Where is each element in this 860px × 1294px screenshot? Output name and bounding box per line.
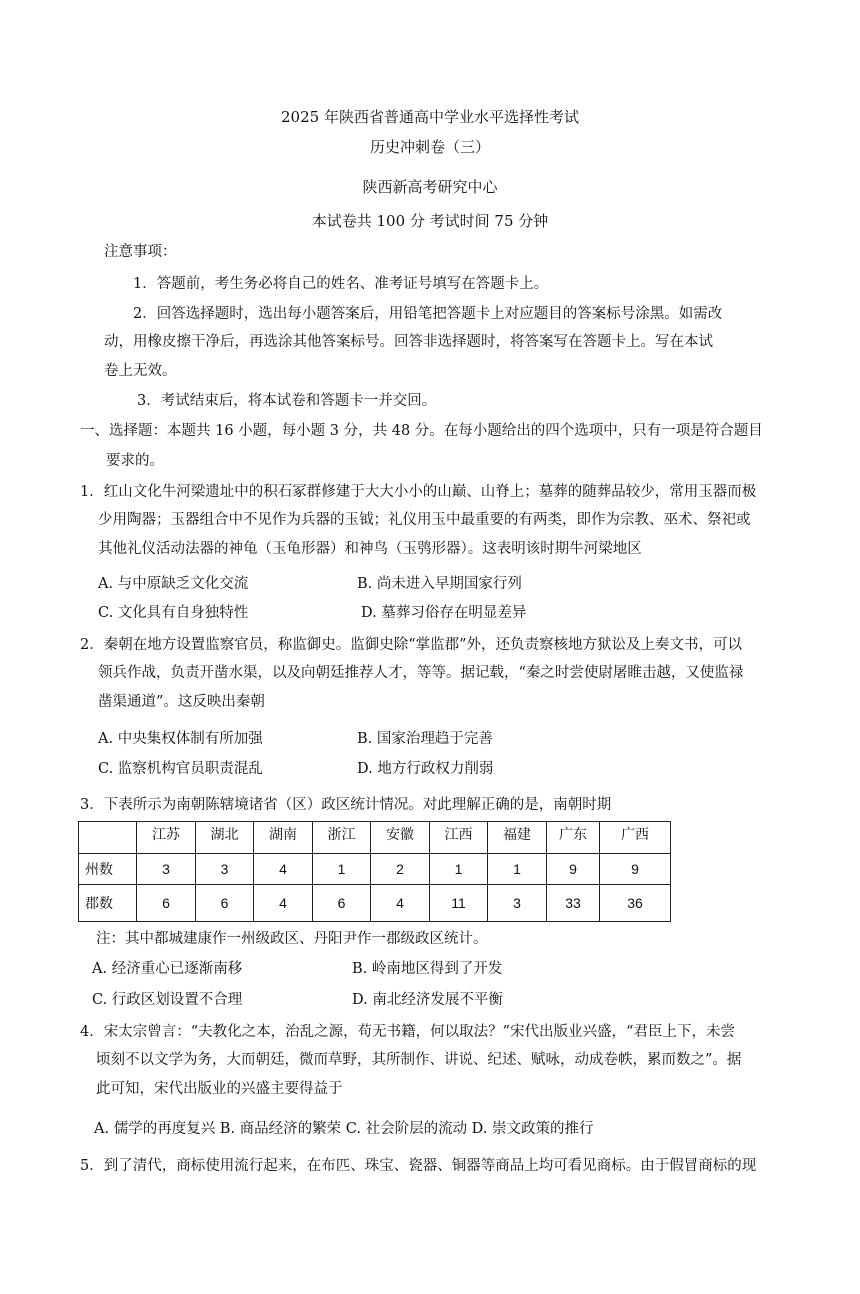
table-cell: 9 [600, 854, 671, 885]
section-heading-cont: 要求的。 [106, 453, 164, 469]
section-heading: 一、选择题：本题共 16 小题，每小题 3 分，共 48 分。在每小题给出的四个选项中，只有一项是符合题目 [80, 423, 763, 439]
notice-heading: 注意事项： [104, 244, 177, 260]
table-row [79, 854, 671, 885]
table-cell: 3 [196, 854, 254, 885]
question-3-stem: 3．下表所示为南朝陈辖境诸省（区）政区统计情况。对此理解正确的是，南朝时期 [80, 797, 612, 813]
table-cell: 4 [254, 854, 313, 885]
exam-title: 2025 年陕西省普通高中学业水平选择性考试 [281, 108, 579, 126]
table-cell: 4 [254, 885, 313, 922]
table-header-cell: 江西 [430, 822, 488, 854]
question-1-stem: 其他礼仪活动法器的神龟（玉龟形器）和神鸟（玉鸮形器）。这表明该时期牛河梁地区 [98, 541, 642, 557]
question-4-options[interactable]: A. 儒学的再度复兴 B. 商品经济的繁荣 C. 社会阶层的流动 D. 崇文政策的推行 [94, 1121, 594, 1137]
exam-org: 陕西新高考研究中心 [362, 178, 498, 196]
table-row-header: 郡数 [79, 885, 137, 922]
question-3-option-d[interactable]: D. 南北经济发展不平衡 [352, 992, 503, 1008]
question-4-stem: 此可知，宋代出版业的兴盛主要得益于 [96, 1081, 343, 1097]
question-5-stem: 5．到了清代，商标使用流行起来，在布匹、珠宝、瓷器、铜器等商品上均可看见商标。由于假冒商标的现 [80, 1158, 757, 1174]
question-2-option-d[interactable]: D. 地方行政权力削弱 [357, 761, 494, 777]
exam-info: 本试卷共 100 分 考试时间 75 分钟 [311, 212, 549, 230]
table-cell: 3 [488, 885, 547, 922]
table-note: 注：其中都城建康作一州级政区、丹阳尹作一郡级政区统计。 [96, 931, 488, 947]
table-cell: 36 [600, 885, 671, 922]
question-2-stem: 2．秦朝在地方设置监察官员，称监御史。监御史除“掌监郡”外，还负责察核地方狱讼及上奏文书，可以 [80, 637, 743, 653]
table-cell: 1 [488, 854, 547, 885]
table-row-header: 州数 [79, 854, 137, 885]
question-1-option-c[interactable]: C. 文化具有自身独特性 [98, 605, 249, 621]
question-2-option-a[interactable]: A. 中央集权体制有所加强 [98, 731, 263, 747]
question-4-stem: 顷刻不以文学为务，大而朝廷，微而草野，其所制作、讲说、纪述、赋咏，动成卷帙，累而数之”。据 [96, 1052, 742, 1068]
question-1-stem: 1．红山文化牛河梁遗址中的积石冢群修建于大大小小的山巅、山脊上；墓葬的随葬品较少，常用玉器而极 [80, 484, 757, 500]
table-header-cell: 广东 [547, 822, 600, 854]
table-cell: 1 [313, 854, 371, 885]
question-3-option-b[interactable]: B. 岭南地区得到了开发 [352, 961, 503, 977]
question-1-option-a[interactable]: A. 与中原缺乏文化交流 [98, 576, 249, 592]
table-header-cell: 浙江 [313, 822, 371, 854]
table-cell: 3 [137, 854, 196, 885]
notice-item: 3．考试结束后，将本试卷和答题卡一并交回。 [137, 393, 437, 409]
notice-item: 卷上无效。 [104, 363, 177, 379]
question-3-option-a[interactable]: A. 经济重心已逐渐南移 [92, 961, 243, 977]
question-2-stem: 凿渠通道”。这反映出秦朝 [98, 694, 265, 710]
question-1-option-d[interactable]: D. 墓葬习俗存在明显差异 [361, 605, 527, 621]
table-header-cell: 江苏 [137, 822, 196, 854]
table-cell: 11 [430, 885, 488, 922]
question-2-option-c[interactable]: C. 监察机构官员职责混乱 [98, 761, 263, 777]
table-cell: 4 [371, 885, 430, 922]
exam-subtitle: 历史冲刺卷（三） [369, 138, 490, 156]
table-cell: 9 [547, 854, 600, 885]
question-2-stem: 领兵作战，负责开凿水渠，以及向朝廷推荐人才，等等。据记载，“秦之时尝使尉屠睢击越，又使监禄 [98, 665, 744, 681]
table-cell: 33 [547, 885, 600, 922]
question-1-option-b[interactable]: B. 尚未进入早期国家行列 [357, 576, 522, 592]
table-cell: 2 [371, 854, 430, 885]
table-cell: 1 [430, 854, 488, 885]
table-header-cell: 安徽 [371, 822, 430, 854]
table-header-cell: 福建 [488, 822, 547, 854]
question-1-stem: 少用陶器；玉器组合中不见作为兵器的玉钺；礼仪用玉中最重要的有两类，即作为宗教、巫术、祭祀或 [98, 512, 751, 528]
table-header-cell: 广西 [600, 822, 671, 854]
notice-item: 动，用橡皮擦干净后，再选涂其他答案标号。回答非选择题时，将答案写在答题卡上。写在本试 [104, 334, 713, 350]
table-header-cell [79, 822, 137, 854]
table-cell: 6 [313, 885, 371, 922]
table-cell: 6 [137, 885, 196, 922]
table-cell: 6 [196, 885, 254, 922]
table-header-row [79, 822, 671, 854]
question-3-option-c[interactable]: C. 行政区划设置不合理 [92, 992, 243, 1008]
region-stats-table [78, 821, 671, 922]
table-row [79, 885, 671, 922]
question-4-stem: 4．宋太宗曾言：“夫教化之本，治乱之源，苟无书籍，何以取法？”宋代出版业兴盛，“君臣上下，未尝 [80, 1024, 735, 1040]
question-2-option-b[interactable]: B. 国家治理趋于完善 [357, 731, 493, 747]
notice-item: 1．答题前，考生务必将自己的姓名、准考证号填写在答题卡上。 [133, 276, 549, 292]
table-header-cell: 湖北 [196, 822, 254, 854]
table-header-cell: 湖南 [254, 822, 313, 854]
notice-item: 2．回答选择题时，选出每小题答案后，用铅笔把答题卡上对应题目的答案标号涂黑。如需改 [133, 306, 723, 322]
